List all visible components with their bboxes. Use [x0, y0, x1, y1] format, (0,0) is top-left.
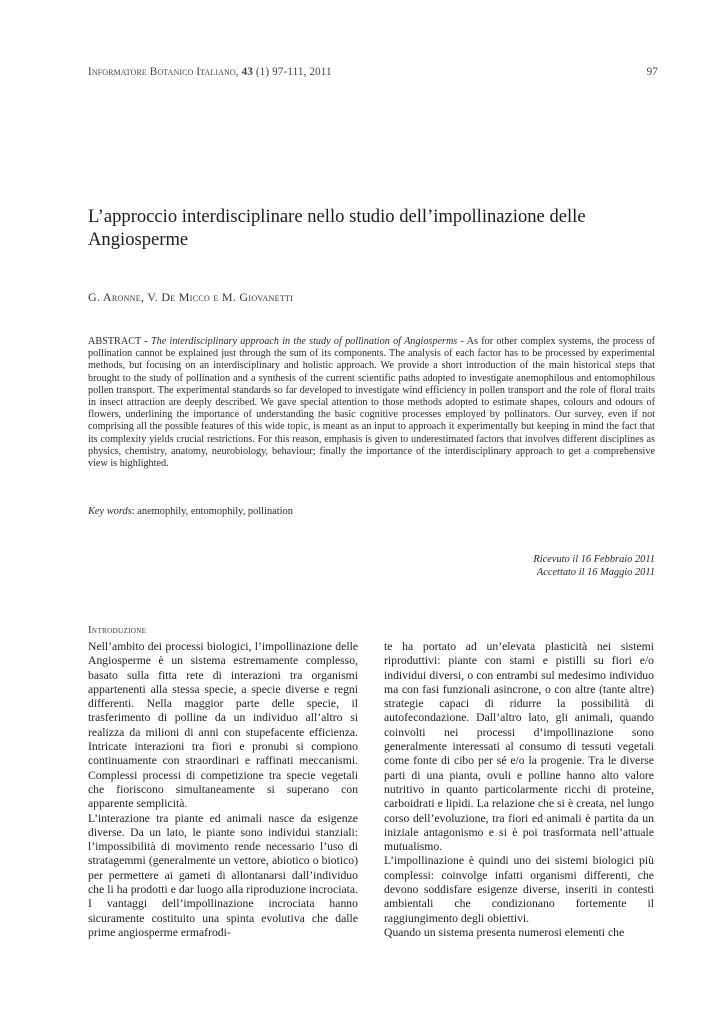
- page-number: 97: [646, 66, 658, 78]
- submission-dates: [355, 553, 655, 579]
- keywords: [88, 506, 655, 517]
- abstract-text: - As for other complex systems, the process of pollination cannot be explained just through the sum of its components. The analysis of each factor has to be processed by experimental methods, but focusing on an interdisciplinary and holistic approach. We provide a short introduction of the main historical steps that brought to the study of pollination and a synthesis of the current scientific paths adopted to investigate anemophilous and entomophilous pollen transport. The experimental standards so far developed to investigate wind efficiency in pollen transport and the role of floral traits in insect attraction are deeply described. We gave special attention to those methods adopted to estimate shapes, colours and odours of flowers, underlining the importance of understanding the basic cognitive processes employed by pollinators. Our survey, even if not comprising all the possible features of this wide topic, is meant as an input to approach it experimentally but keeping in mind the fact that its complexity yields crucial restrictions. For this reason, emphasis is given to underestimated factors that involves different disciplines as physics, chemistry, anatomy, neurobiology, behaviour; finally the importance of the interdisciplinary approach to get a comprehensive view is highlighted.: [88, 336, 656, 470]
- article-title: L’approccio interdisciplinare nello studio dell’impollinazione delle Angiosperme: [88, 206, 586, 250]
- paragraph: Nell’ambito dei processi biologici, l’impollinazione delle Angiosperme è un sistema estremamente complesso, basato sulla fitta rete di interazioni tra organismi appartenenti alla stessa specie, a specie diverse e regni differenti. Nella maggior parte delle specie, il trasferimento di polline da un individuo all’altro si realizza da milioni di anni con stupefacente efficienza. Intricate interazioni tra fiori e pronubi si compiono continuamente con straordinari e raffinati meccanismi. Complessi processi di competizione tra specie vegetali che fioriscono simultaneamente si superano con apparente semplicità.: [88, 640, 358, 811]
- paragraph: Quando un sistema presenta numerosi elementi che: [384, 925, 625, 939]
- paragraph: L’impollinazione è quindi uno dei sistemi biologici più complessi: coinvolge infatti organismi differenti, che devono soddisfare esigenze diverse, inseriti in contesti ambientali che condizionano fortemente il raggiungimento degli obiettivi.: [384, 854, 654, 925]
- accepted-date: Accettato il 16 Maggio 2011: [536, 567, 655, 578]
- paragraph: L’interazione tra piante ed animali nasce da esigenze diverse. Da un lato, le piante sono individui stanziali: l’impossibilità di movimento rende necessario l’uso di stratagemmi (generalmente un vettore, abiotico o biotico) per permettere ai gameti di allontanarsi dall’individuo che li ha prodotti e dar luogo alla riproduzione incrociata. I vantaggi dell’impollinazione incrociata hanno sicuramente costituito una spinta evolutiva che dalle prime angiosperme ermafrodi-: [88, 811, 358, 939]
- received-date: Ricevuto il 16 Febbraio 2011: [533, 554, 655, 565]
- paragraph: te ha portato ad un’elevata plasticità nei sistemi riproduttivi: piante con stami e pistilli su fiori e/o individui diversi, o con entrambi sul medesimo individuo ma con fasi funzionali asincrone, o con altre (tante altre) strategie capaci di ridurre la possibilità di autofecondazione. Dall’altro lato, gli animali, quando coinvolti nei processi d’impollinazione sono generalmente interessati al consumo di tessuti vegetali come fonte di cibo per sé e/o la progenie. Tra le diverse parti di una pianta, ovuli e polline hanno alto valore nutritivo in quanto particolarmente ricchi di proteine, carboidrati e lipidi. La relazione che si è creata, nel lungo corso dell’evoluzione, tra fiori ed animali è partita da un iniziale antagonismo e si è poi trasformata nell’attuale mutualismo.: [384, 640, 654, 854]
- article-authors: G. Aronne, V. De Micco e M. Giovanetti: [88, 290, 294, 304]
- body-column-left: [88, 640, 358, 940]
- abstract: [88, 336, 655, 470]
- journal-volume: 43: [241, 66, 253, 78]
- keywords-text: : anemophily, entomophily, pollination: [131, 506, 293, 517]
- abstract-label: ABSTRACT -: [88, 336, 151, 347]
- abstract-english-title: The interdisciplinary approach in the study of pollination of Angiosperms: [150, 336, 458, 347]
- running-head: [88, 66, 658, 78]
- body-column-right: [384, 640, 654, 940]
- section-heading-introduction: Introduzione: [88, 625, 147, 636]
- journal-name: Informatore Botanico Italiano,: [88, 66, 239, 78]
- keywords-label: Key words: [88, 506, 132, 517]
- journal-issue-pages: (1) 97-111, 2011: [255, 66, 332, 78]
